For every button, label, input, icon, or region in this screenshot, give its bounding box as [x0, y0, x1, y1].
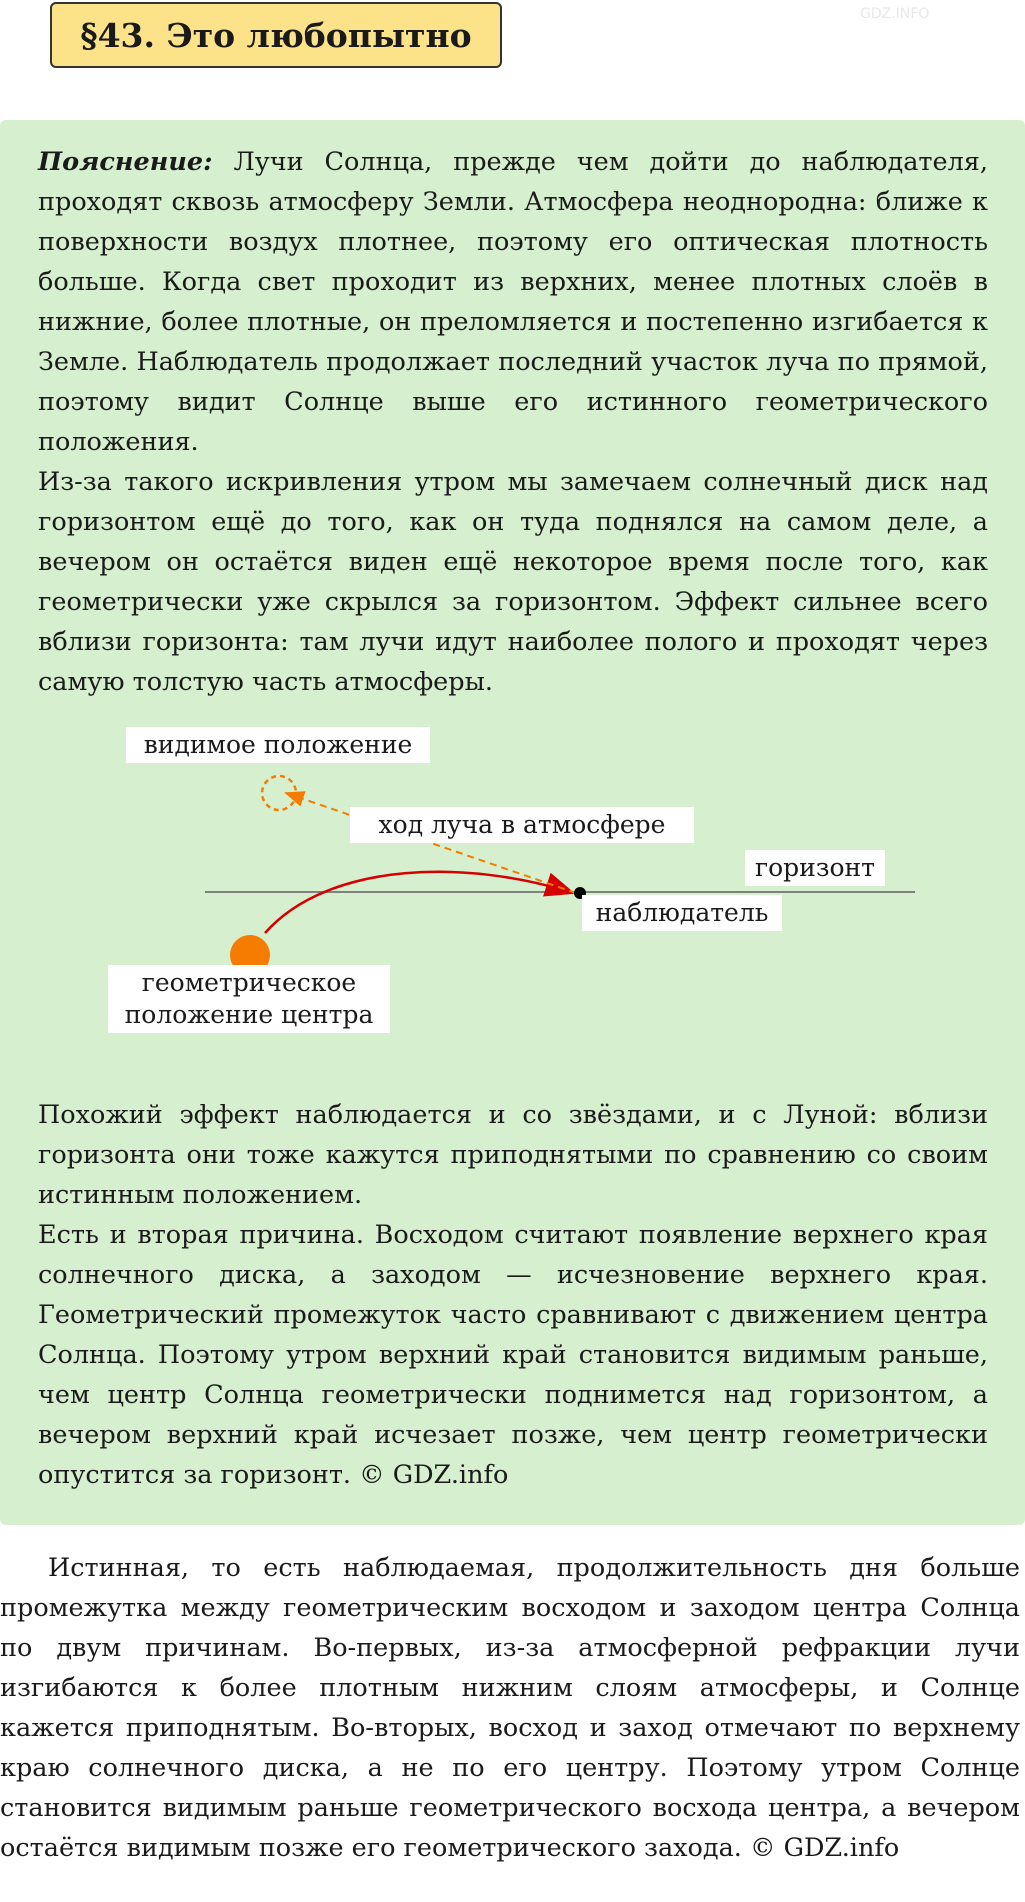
answer-paragraph: Истинная, то есть наблюдаемая, продолжительность дня больше промежутка между геометрическим восходом и заходом центра Солнца по двум причинам. Во-первых, из-за атмосферной рефракции лучи изгибаются к более плотным нижним слоям атмосферы, и Солнце кажется приподнятым. Во-вторых, восход и заход отмечают по верхнему краю солнечного диска, а не по его центру. Поэтому утром Солнце становится видимым раньше геометрического восхода центра, а вечером остаётся видимым позже его геометрического захода. © GDZ.info	[0, 1553, 1020, 1863]
answer-block	[0, 1548, 1020, 1868]
watermark: GDZ.INFO	[860, 6, 930, 22]
explanation-block-1	[38, 142, 988, 702]
explanation-paragraph-3: Похожий эффект наблюдается и со звёздами, и с Луной: вблизи горизонта они тоже кажутся приподнятыми по сравнению со своим истинным положением.	[38, 1100, 988, 1210]
explanation-paragraph-4: Есть и вторая причина. Восходом считают появление верхнего края солнечного диска, а заходом — исчезновение верхнего края. Геометрический промежуток часто сравнивают с движением центра Солнца. Поэтому утром верхний край становится видимым раньше, чем центр Солнца геометрически поднимется над горизонтом, а вечером верхний край исчезает позже, чем центр геометрически опустится за горизонт. © GDZ.info	[38, 1220, 988, 1490]
apparent-sun-icon	[262, 776, 296, 810]
observer-label: наблюдатель	[582, 895, 782, 931]
section-title	[50, 2, 502, 68]
geometric-position-label	[108, 965, 390, 1033]
explanation-paragraph-1: Лучи Солнца, прежде чем дойти до наблюдателя, проходят сквозь атмосферу Земли. Атмосфера неоднородна: ближе к поверхности воздух плотнее, поэтому его оптическая плотность больше. Когда свет проходит из верхних, менее плотных слоёв в нижние, более плотные, он преломляется и постепенно изгибается к Земле. Наблюдатель продолжает последний участок луча по прямой, поэтому видит Солнце выше его истинного геометрического положения.	[38, 147, 988, 457]
explanation-label: Пояснение:	[38, 147, 213, 177]
explanation-block-2	[38, 1095, 988, 1495]
apparent-position-label: видимое положение	[126, 727, 430, 763]
geometric-position-label-line-1: геометрическое	[141, 968, 357, 997]
ray-path-label: ход луча в атмосфере	[350, 807, 694, 843]
explanation-paragraph-2: Из-за такого искривления утром мы замечаем солнечный диск над горизонтом ещё до того, как он туда поднялся на самом деле, а вечером он остаётся виден ещё некоторое время после того, как геометрически уже скрылся за горизонтом. Эффект сильнее всего вблизи горизонта: там лучи идут наиболее полого и проходят через самую толстую часть атмосферы.	[38, 467, 988, 697]
refraction-diagram	[0, 715, 1025, 1070]
horizon-label: горизонт	[745, 850, 885, 886]
refracted-ray	[265, 872, 573, 933]
geometric-position-label-line-2: положение центра	[124, 1000, 374, 1029]
section-title-text: §43. Это любопытно	[80, 15, 472, 55]
